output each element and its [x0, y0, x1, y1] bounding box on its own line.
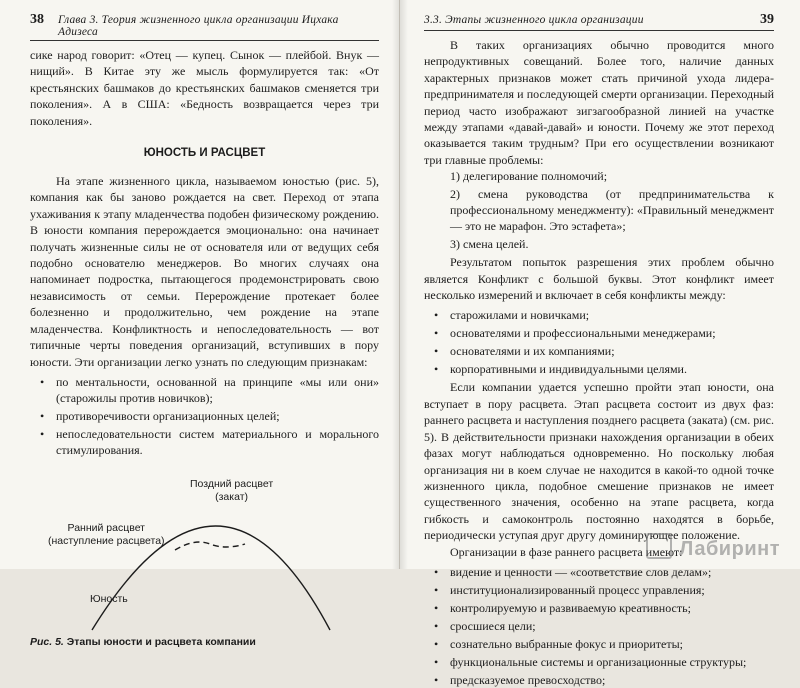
- conflicts-list: [424, 307, 774, 377]
- watermark: Лабиринт: [679, 538, 780, 560]
- list-item: • контролируемую и развиваемую креативность;: [424, 600, 774, 616]
- list-item: • сознательно выбранные фокус и приоритеты;: [424, 636, 774, 652]
- figure-caption: [30, 636, 379, 648]
- left-running-head: [30, 12, 379, 41]
- left-page-number: 38: [30, 12, 44, 27]
- figure-5: [30, 462, 379, 634]
- paragraph-prime: Если компании удается успешно пройти этап юности, она вступает в пору расцвета. Этап расцвета состоит из двух фаз: раннего расцвета и наступления позднего расцвета (заката) (см. рис. 5). В действительности признаки нахождения организации в обеих фазах могут наблюдаться одновременно. Но поскольку любая организация ни в коем случае не находится в какой-то одной точке жизненного цикла, подобное смешение признаков не имеет существенного значения, особенно на этапе расцвета, когда гибкость и самоконтроль постоянно находятся в борьбе, периодически уступая друг другу доминирующее положение.: [424, 380, 774, 543]
- list-item: 3) смена целей.: [450, 237, 529, 252]
- list-item: • институционализированный процесс управления;: [424, 582, 774, 598]
- list-item: • корпоративными и индивидуальными целями.: [424, 361, 774, 377]
- label-late-prime: Поздний расцвет (закат): [190, 477, 274, 503]
- early-prime-features-list: [424, 564, 774, 688]
- watermark-logo-icon: [646, 533, 672, 559]
- paragraph-youth: На этапе жизненного цикла, называемом юностью (рис. 5), компания как бы заново рождается на свет. Переход от этапа ухаживания к этапу младенчества подобен физическому рождению. В юности компания перерождается эмоционально: она начинает получать жизненные силы не от основателя или от ведущих себя подобно основателю менеджеров. Во многих случаях она напоминает подростка, пытающегося продемонстрировать свою независимость от семьи. Перерождение протекает более болезненно и продолжительно, чем рождение на этапе младенчества. Конфликтность и непоследовательность — вот типичные черты поведения организаций, вступивших в пору юности. Эти организации легко узнать по следующим признакам:: [30, 174, 379, 369]
- list-item: • непоследовательности систем материального и морального стимулирования.: [30, 426, 379, 458]
- list-item: • основателями и их компаниями;: [424, 343, 774, 359]
- right-page: [400, 0, 800, 687]
- list-item: • по ментальности, основанной на принципе «мы или они» (старожилы против новичков);: [30, 374, 379, 406]
- paragraph-meetings: В таких организациях обычно проводится много непродуктивных совещаний. Более того, наличие данных характерных признаков может стать причиной ухода лидера-предпринимателя и последующей смерти организации. Переходный период часто изображают зигзагообразной линией на участке между этапами «давай-давай» и юности. Почему же этот переход оказывается таким трудным? При его осуществлении возникают три главные проблемы:: [424, 38, 774, 167]
- list-item: • видение и ценности — «соответствие слов делам»;: [424, 564, 774, 580]
- caption-text: Этапы юности и расцвета компании: [66, 635, 256, 648]
- paragraph-conflict: Результатом попыток разрешения этих проблем обычно является Конфликт с большой буквы. Этот конфликт имеет несколько измерений и включает в себя конфликты между:: [424, 255, 774, 303]
- right-running-head: [424, 12, 774, 31]
- paragraph-proverbs: сике народ говорит: «Отец — купец. Сынок — плейбой. Внук — нищий». В Китае эту же мысль формулируется так: «От крестьянских башмаков до крестьянских башмаков сменяется три поколения». А в США: «Бедность возвращается через три поколения».: [30, 48, 379, 128]
- list-item: • функциональные системы и организационные структуры;: [424, 654, 774, 670]
- paragraph-early-prime-intro: Организации в фазе раннего расцвета имеют:: [450, 544, 683, 559]
- list-item: • противоречивости организационных целей;: [30, 408, 379, 424]
- youth-signs-list: [30, 374, 379, 458]
- list-item: 1) делегирование полномочий;: [450, 169, 608, 184]
- list-item: 2) смена руководства (от предпринимательства к профессиональному менеджменту): «Правильный менеджмент — это не марафон. Это эстафета»;: [450, 187, 774, 234]
- list-item: • сросшиеся цели;: [424, 618, 774, 634]
- list-item: • старожилами и новичками;: [424, 307, 774, 323]
- list-item: • предсказуемое превосходство;: [424, 672, 774, 688]
- early-prime-dashed-line: [175, 542, 245, 550]
- book-gutter: [392, 0, 408, 569]
- label-early-prime: Ранний расцвет (наступление расцвета): [48, 521, 165, 547]
- section-title: ЮНОСТЬ И РАСЦВЕТ: [143, 147, 266, 160]
- right-running-title: 3.3. Этапы жизненного цикла организации: [424, 14, 644, 26]
- caption-prefix: Рис. 5.: [30, 635, 64, 648]
- list-item: • основателями и профессиональными менеджерами;: [424, 325, 774, 341]
- label-youth: Юность: [90, 592, 128, 605]
- left-running-title: Глава 3. Теория жизненного цикла организации Ицхака Адизеса: [58, 14, 339, 38]
- problems-list: [424, 168, 774, 252]
- right-page-number: 39: [760, 12, 774, 27]
- left-page: [0, 0, 400, 648]
